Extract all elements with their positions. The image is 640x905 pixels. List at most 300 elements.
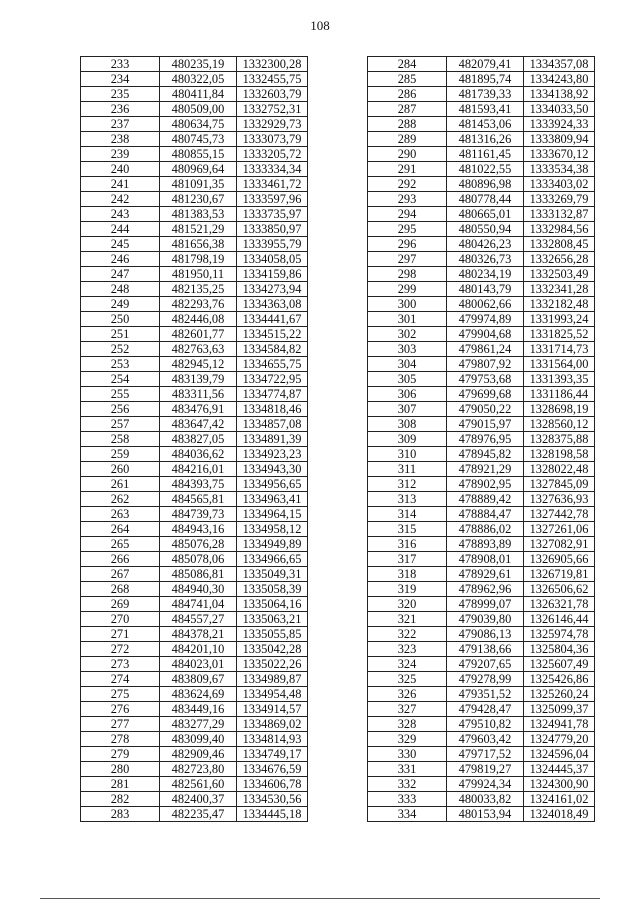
point-number-cell: 286 <box>368 87 447 102</box>
table-row <box>368 642 595 657</box>
x-coordinate-cell: 485076,28 <box>160 537 237 552</box>
x-coordinate-cell: 481161,45 <box>447 147 524 162</box>
x-coordinate-cell: 480634,75 <box>160 117 237 132</box>
table-row <box>368 132 595 147</box>
point-number-cell: 297 <box>368 252 447 267</box>
x-coordinate-cell: 483827,05 <box>160 432 237 447</box>
y-coordinate-cell: 1326506,62 <box>524 582 595 597</box>
table-row <box>368 687 595 702</box>
point-number-cell: 293 <box>368 192 447 207</box>
point-number-cell: 243 <box>81 207 160 222</box>
y-coordinate-cell: 1333670,12 <box>524 147 595 162</box>
point-number-cell: 284 <box>368 57 447 72</box>
coordinates-table-right <box>367 56 595 822</box>
point-number-cell: 290 <box>368 147 447 162</box>
point-number-cell: 261 <box>81 477 160 492</box>
table-row <box>368 777 595 792</box>
table-row <box>368 177 595 192</box>
table-row <box>368 477 595 492</box>
y-coordinate-cell: 1334363,08 <box>237 297 308 312</box>
y-coordinate-cell: 1335022,26 <box>237 657 308 672</box>
table-row <box>368 612 595 627</box>
x-coordinate-cell: 479351,52 <box>447 687 524 702</box>
x-coordinate-cell: 481895,74 <box>447 72 524 87</box>
x-coordinate-cell: 483624,69 <box>160 687 237 702</box>
y-coordinate-cell: 1334033,50 <box>524 102 595 117</box>
table-row <box>81 417 308 432</box>
table-row <box>368 627 595 642</box>
y-coordinate-cell: 1334357,08 <box>524 57 595 72</box>
y-coordinate-cell: 1334243,80 <box>524 72 595 87</box>
y-coordinate-cell: 1334138,92 <box>524 87 595 102</box>
x-coordinate-cell: 478929,61 <box>447 567 524 582</box>
y-coordinate-cell: 1334954,48 <box>237 687 308 702</box>
table-row <box>368 702 595 717</box>
x-coordinate-cell: 481230,67 <box>160 192 237 207</box>
y-coordinate-cell: 1332300,28 <box>237 57 308 72</box>
y-coordinate-cell: 1334445,18 <box>237 807 308 822</box>
y-coordinate-cell: 1324445,37 <box>524 762 595 777</box>
table-row <box>368 147 595 162</box>
table-row <box>81 312 308 327</box>
table-row <box>81 57 308 72</box>
point-number-cell: 266 <box>81 552 160 567</box>
table-row <box>368 57 595 72</box>
y-coordinate-cell: 1332984,56 <box>524 222 595 237</box>
table-row <box>81 522 308 537</box>
x-coordinate-cell: 484378,21 <box>160 627 237 642</box>
y-coordinate-cell: 1334584,82 <box>237 342 308 357</box>
table-row <box>81 207 308 222</box>
table-row <box>368 402 595 417</box>
point-number-cell: 306 <box>368 387 447 402</box>
y-coordinate-cell: 1325099,37 <box>524 702 595 717</box>
table-row <box>81 687 308 702</box>
point-number-cell: 278 <box>81 732 160 747</box>
point-number-cell: 327 <box>368 702 447 717</box>
point-number-cell: 333 <box>368 792 447 807</box>
table-row <box>368 372 595 387</box>
point-number-cell: 244 <box>81 222 160 237</box>
point-number-cell: 239 <box>81 147 160 162</box>
y-coordinate-cell: 1334606,78 <box>237 777 308 792</box>
x-coordinate-cell: 478902,95 <box>447 477 524 492</box>
table-row <box>368 672 595 687</box>
y-coordinate-cell: 1333461,72 <box>237 177 308 192</box>
y-coordinate-cell: 1325974,78 <box>524 627 595 642</box>
x-coordinate-cell: 480234,19 <box>447 267 524 282</box>
y-coordinate-cell: 1334441,67 <box>237 312 308 327</box>
y-coordinate-cell: 1334818,46 <box>237 402 308 417</box>
point-number-cell: 256 <box>81 402 160 417</box>
table-row <box>81 342 308 357</box>
point-number-cell: 253 <box>81 357 160 372</box>
x-coordinate-cell: 478889,42 <box>447 492 524 507</box>
x-coordinate-cell: 482400,37 <box>160 792 237 807</box>
table-row <box>368 162 595 177</box>
x-coordinate-cell: 481656,38 <box>160 237 237 252</box>
table-row <box>81 237 308 252</box>
x-coordinate-cell: 484741,04 <box>160 597 237 612</box>
x-coordinate-cell: 484565,81 <box>160 492 237 507</box>
point-number-cell: 326 <box>368 687 447 702</box>
table-row <box>368 492 595 507</box>
table-row <box>81 672 308 687</box>
point-number-cell: 245 <box>81 237 160 252</box>
table-row <box>81 372 308 387</box>
table-row <box>368 312 595 327</box>
y-coordinate-cell: 1334530,56 <box>237 792 308 807</box>
table-row <box>368 192 595 207</box>
point-number-cell: 272 <box>81 642 160 657</box>
point-number-cell: 319 <box>368 582 447 597</box>
coordinates-table-left-body <box>81 57 308 822</box>
point-number-cell: 281 <box>81 777 160 792</box>
point-number-cell: 283 <box>81 807 160 822</box>
y-coordinate-cell: 1327845,09 <box>524 477 595 492</box>
x-coordinate-cell: 481383,53 <box>160 207 237 222</box>
table-row <box>81 597 308 612</box>
point-number-cell: 269 <box>81 597 160 612</box>
y-coordinate-cell: 1332341,28 <box>524 282 595 297</box>
y-coordinate-cell: 1333205,72 <box>237 147 308 162</box>
point-number-cell: 315 <box>368 522 447 537</box>
table-row <box>81 192 308 207</box>
point-number-cell: 235 <box>81 87 160 102</box>
point-number-cell: 310 <box>368 447 447 462</box>
y-coordinate-cell: 1333924,33 <box>524 117 595 132</box>
x-coordinate-cell: 483311,56 <box>160 387 237 402</box>
point-number-cell: 304 <box>368 357 447 372</box>
x-coordinate-cell: 482763,63 <box>160 342 237 357</box>
table-row <box>368 522 595 537</box>
x-coordinate-cell: 478976,95 <box>447 432 524 447</box>
point-number-cell: 320 <box>368 597 447 612</box>
table-row <box>81 477 308 492</box>
point-number-cell: 301 <box>368 312 447 327</box>
y-coordinate-cell: 1332182,48 <box>524 297 595 312</box>
x-coordinate-cell: 479807,92 <box>447 357 524 372</box>
y-coordinate-cell: 1334722,95 <box>237 372 308 387</box>
y-coordinate-cell: 1324300,90 <box>524 777 595 792</box>
x-coordinate-cell: 484216,01 <box>160 462 237 477</box>
x-coordinate-cell: 481521,29 <box>160 222 237 237</box>
table-row <box>81 117 308 132</box>
y-coordinate-cell: 1334515,22 <box>237 327 308 342</box>
y-coordinate-cell: 1334923,23 <box>237 447 308 462</box>
y-coordinate-cell: 1328560,12 <box>524 417 595 432</box>
y-coordinate-cell: 1334774,87 <box>237 387 308 402</box>
table-row <box>368 207 595 222</box>
table-row <box>81 492 308 507</box>
x-coordinate-cell: 484023,01 <box>160 657 237 672</box>
y-coordinate-cell: 1332929,73 <box>237 117 308 132</box>
point-number-cell: 332 <box>368 777 447 792</box>
table-row <box>368 357 595 372</box>
table-row <box>81 657 308 672</box>
x-coordinate-cell: 482723,80 <box>160 762 237 777</box>
x-coordinate-cell: 482293,76 <box>160 297 237 312</box>
table-row <box>368 102 595 117</box>
table-row <box>81 252 308 267</box>
y-coordinate-cell: 1325426,86 <box>524 672 595 687</box>
y-coordinate-cell: 1334891,39 <box>237 432 308 447</box>
table-row <box>368 507 595 522</box>
x-coordinate-cell: 482945,12 <box>160 357 237 372</box>
x-coordinate-cell: 479603,42 <box>447 732 524 747</box>
coordinates-table-right-body <box>368 57 595 822</box>
y-coordinate-cell: 1331186,44 <box>524 387 595 402</box>
table-row <box>368 582 595 597</box>
x-coordinate-cell: 481950,11 <box>160 267 237 282</box>
x-coordinate-cell: 478999,07 <box>447 597 524 612</box>
y-coordinate-cell: 1333534,38 <box>524 162 595 177</box>
x-coordinate-cell: 482909,46 <box>160 747 237 762</box>
point-number-cell: 280 <box>81 762 160 777</box>
table-row <box>368 567 595 582</box>
x-coordinate-cell: 481798,19 <box>160 252 237 267</box>
table-row <box>368 252 595 267</box>
y-coordinate-cell: 1332455,75 <box>237 72 308 87</box>
x-coordinate-cell: 480153,94 <box>447 807 524 822</box>
bottom-divider <box>40 898 600 899</box>
x-coordinate-cell: 479861,24 <box>447 342 524 357</box>
point-number-cell: 270 <box>81 612 160 627</box>
y-coordinate-cell: 1326719,81 <box>524 567 595 582</box>
y-coordinate-cell: 1327261,06 <box>524 522 595 537</box>
point-number-cell: 288 <box>368 117 447 132</box>
y-coordinate-cell: 1331564,00 <box>524 357 595 372</box>
point-number-cell: 259 <box>81 447 160 462</box>
point-number-cell: 309 <box>368 432 447 447</box>
point-number-cell: 300 <box>368 297 447 312</box>
point-number-cell: 248 <box>81 282 160 297</box>
y-coordinate-cell: 1335042,28 <box>237 642 308 657</box>
y-coordinate-cell: 1334058,05 <box>237 252 308 267</box>
y-coordinate-cell: 1327636,93 <box>524 492 595 507</box>
point-number-cell: 264 <box>81 522 160 537</box>
x-coordinate-cell: 478886,02 <box>447 522 524 537</box>
y-coordinate-cell: 1328375,88 <box>524 432 595 447</box>
y-coordinate-cell: 1334949,89 <box>237 537 308 552</box>
x-coordinate-cell: 480509,00 <box>160 102 237 117</box>
y-coordinate-cell: 1331714,73 <box>524 342 595 357</box>
table-row <box>81 702 308 717</box>
point-number-cell: 277 <box>81 717 160 732</box>
y-coordinate-cell: 1328022,48 <box>524 462 595 477</box>
y-coordinate-cell: 1324161,02 <box>524 792 595 807</box>
y-coordinate-cell: 1334749,17 <box>237 747 308 762</box>
x-coordinate-cell: 484036,62 <box>160 447 237 462</box>
y-coordinate-cell: 1334676,59 <box>237 762 308 777</box>
x-coordinate-cell: 479207,65 <box>447 657 524 672</box>
table-row <box>81 357 308 372</box>
y-coordinate-cell: 1334869,02 <box>237 717 308 732</box>
y-coordinate-cell: 1335064,16 <box>237 597 308 612</box>
x-coordinate-cell: 480426,23 <box>447 237 524 252</box>
x-coordinate-cell: 480326,73 <box>447 252 524 267</box>
table-row <box>81 732 308 747</box>
point-number-cell: 287 <box>368 102 447 117</box>
point-number-cell: 296 <box>368 237 447 252</box>
y-coordinate-cell: 1331993,24 <box>524 312 595 327</box>
x-coordinate-cell: 480855,15 <box>160 147 237 162</box>
x-coordinate-cell: 479428,47 <box>447 702 524 717</box>
y-coordinate-cell: 1333269,79 <box>524 192 595 207</box>
x-coordinate-cell: 478945,82 <box>447 447 524 462</box>
table-row <box>81 297 308 312</box>
y-coordinate-cell: 1327082,91 <box>524 537 595 552</box>
point-number-cell: 274 <box>81 672 160 687</box>
x-coordinate-cell: 480033,82 <box>447 792 524 807</box>
x-coordinate-cell: 478884,47 <box>447 507 524 522</box>
x-coordinate-cell: 480896,98 <box>447 177 524 192</box>
point-number-cell: 250 <box>81 312 160 327</box>
point-number-cell: 262 <box>81 492 160 507</box>
x-coordinate-cell: 485086,81 <box>160 567 237 582</box>
y-coordinate-cell: 1333597,96 <box>237 192 308 207</box>
point-number-cell: 273 <box>81 657 160 672</box>
point-number-cell: 268 <box>81 582 160 597</box>
table-row <box>368 747 595 762</box>
y-coordinate-cell: 1325607,49 <box>524 657 595 672</box>
x-coordinate-cell: 481316,26 <box>447 132 524 147</box>
x-coordinate-cell: 479717,52 <box>447 747 524 762</box>
point-number-cell: 324 <box>368 657 447 672</box>
x-coordinate-cell: 483647,42 <box>160 417 237 432</box>
table-row <box>81 807 308 822</box>
table-row <box>81 147 308 162</box>
x-coordinate-cell: 480411,84 <box>160 87 237 102</box>
x-coordinate-cell: 478893,89 <box>447 537 524 552</box>
x-coordinate-cell: 481022,55 <box>447 162 524 177</box>
table-row <box>81 222 308 237</box>
coordinates-table-left <box>80 56 308 822</box>
y-coordinate-cell: 1333955,79 <box>237 237 308 252</box>
y-coordinate-cell: 1334814,93 <box>237 732 308 747</box>
x-coordinate-cell: 479278,99 <box>447 672 524 687</box>
point-number-cell: 318 <box>368 567 447 582</box>
point-number-cell: 289 <box>368 132 447 147</box>
point-number-cell: 246 <box>81 252 160 267</box>
x-coordinate-cell: 479904,68 <box>447 327 524 342</box>
point-number-cell: 260 <box>81 462 160 477</box>
point-number-cell: 255 <box>81 387 160 402</box>
x-coordinate-cell: 479924,34 <box>447 777 524 792</box>
x-coordinate-cell: 480778,44 <box>447 192 524 207</box>
table-row <box>368 387 595 402</box>
page-number: 108 <box>310 18 330 33</box>
x-coordinate-cell: 478921,29 <box>447 462 524 477</box>
table-row <box>368 792 595 807</box>
x-coordinate-cell: 482235,47 <box>160 807 237 822</box>
table-row <box>368 342 595 357</box>
x-coordinate-cell: 480322,05 <box>160 72 237 87</box>
y-coordinate-cell: 1326905,66 <box>524 552 595 567</box>
point-number-cell: 249 <box>81 297 160 312</box>
point-number-cell: 241 <box>81 177 160 192</box>
table-row <box>368 447 595 462</box>
table-row <box>81 567 308 582</box>
table-row <box>368 117 595 132</box>
table-row <box>81 537 308 552</box>
table-row <box>81 162 308 177</box>
point-number-cell: 303 <box>368 342 447 357</box>
y-coordinate-cell: 1332656,28 <box>524 252 595 267</box>
y-coordinate-cell: 1331393,35 <box>524 372 595 387</box>
y-coordinate-cell: 1325804,36 <box>524 642 595 657</box>
y-coordinate-cell: 1334963,41 <box>237 492 308 507</box>
y-coordinate-cell: 1333403,02 <box>524 177 595 192</box>
y-coordinate-cell: 1331825,52 <box>524 327 595 342</box>
y-coordinate-cell: 1334989,87 <box>237 672 308 687</box>
y-coordinate-cell: 1334958,12 <box>237 522 308 537</box>
point-number-cell: 299 <box>368 282 447 297</box>
table-row <box>368 297 595 312</box>
table-row <box>81 507 308 522</box>
y-coordinate-cell: 1324596,04 <box>524 747 595 762</box>
x-coordinate-cell: 479974,89 <box>447 312 524 327</box>
y-coordinate-cell: 1334655,75 <box>237 357 308 372</box>
y-coordinate-cell: 1332603,79 <box>237 87 308 102</box>
table-row <box>368 327 595 342</box>
point-number-cell: 252 <box>81 342 160 357</box>
point-number-cell: 334 <box>368 807 447 822</box>
y-coordinate-cell: 1328698,19 <box>524 402 595 417</box>
x-coordinate-cell: 483277,29 <box>160 717 237 732</box>
table-row <box>81 387 308 402</box>
y-coordinate-cell: 1334857,08 <box>237 417 308 432</box>
point-number-cell: 295 <box>368 222 447 237</box>
point-number-cell: 265 <box>81 537 160 552</box>
x-coordinate-cell: 481453,06 <box>447 117 524 132</box>
y-coordinate-cell: 1335058,39 <box>237 582 308 597</box>
point-number-cell: 312 <box>368 477 447 492</box>
table-row <box>368 732 595 747</box>
point-number-cell: 307 <box>368 402 447 417</box>
table-row <box>368 537 595 552</box>
point-number-cell: 238 <box>81 132 160 147</box>
x-coordinate-cell: 481739,33 <box>447 87 524 102</box>
y-coordinate-cell: 1335055,85 <box>237 627 308 642</box>
table-row <box>81 267 308 282</box>
point-number-cell: 236 <box>81 102 160 117</box>
table-row <box>368 432 595 447</box>
x-coordinate-cell: 480235,19 <box>160 57 237 72</box>
point-number-cell: 234 <box>81 72 160 87</box>
point-number-cell: 329 <box>368 732 447 747</box>
x-coordinate-cell: 482446,08 <box>160 312 237 327</box>
x-coordinate-cell: 483476,91 <box>160 402 237 417</box>
point-number-cell: 330 <box>368 747 447 762</box>
point-number-cell: 311 <box>368 462 447 477</box>
x-coordinate-cell: 479050,22 <box>447 402 524 417</box>
x-coordinate-cell: 482561,60 <box>160 777 237 792</box>
x-coordinate-cell: 478962,96 <box>447 582 524 597</box>
x-coordinate-cell: 484393,75 <box>160 477 237 492</box>
x-coordinate-cell: 483449,16 <box>160 702 237 717</box>
x-coordinate-cell: 481593,41 <box>447 102 524 117</box>
point-number-cell: 267 <box>81 567 160 582</box>
table-row <box>368 237 595 252</box>
y-coordinate-cell: 1332752,31 <box>237 102 308 117</box>
point-number-cell: 325 <box>368 672 447 687</box>
table-row <box>81 462 308 477</box>
table-row <box>368 267 595 282</box>
y-coordinate-cell: 1324018,49 <box>524 807 595 822</box>
x-coordinate-cell: 479138,66 <box>447 642 524 657</box>
point-number-cell: 305 <box>368 372 447 387</box>
